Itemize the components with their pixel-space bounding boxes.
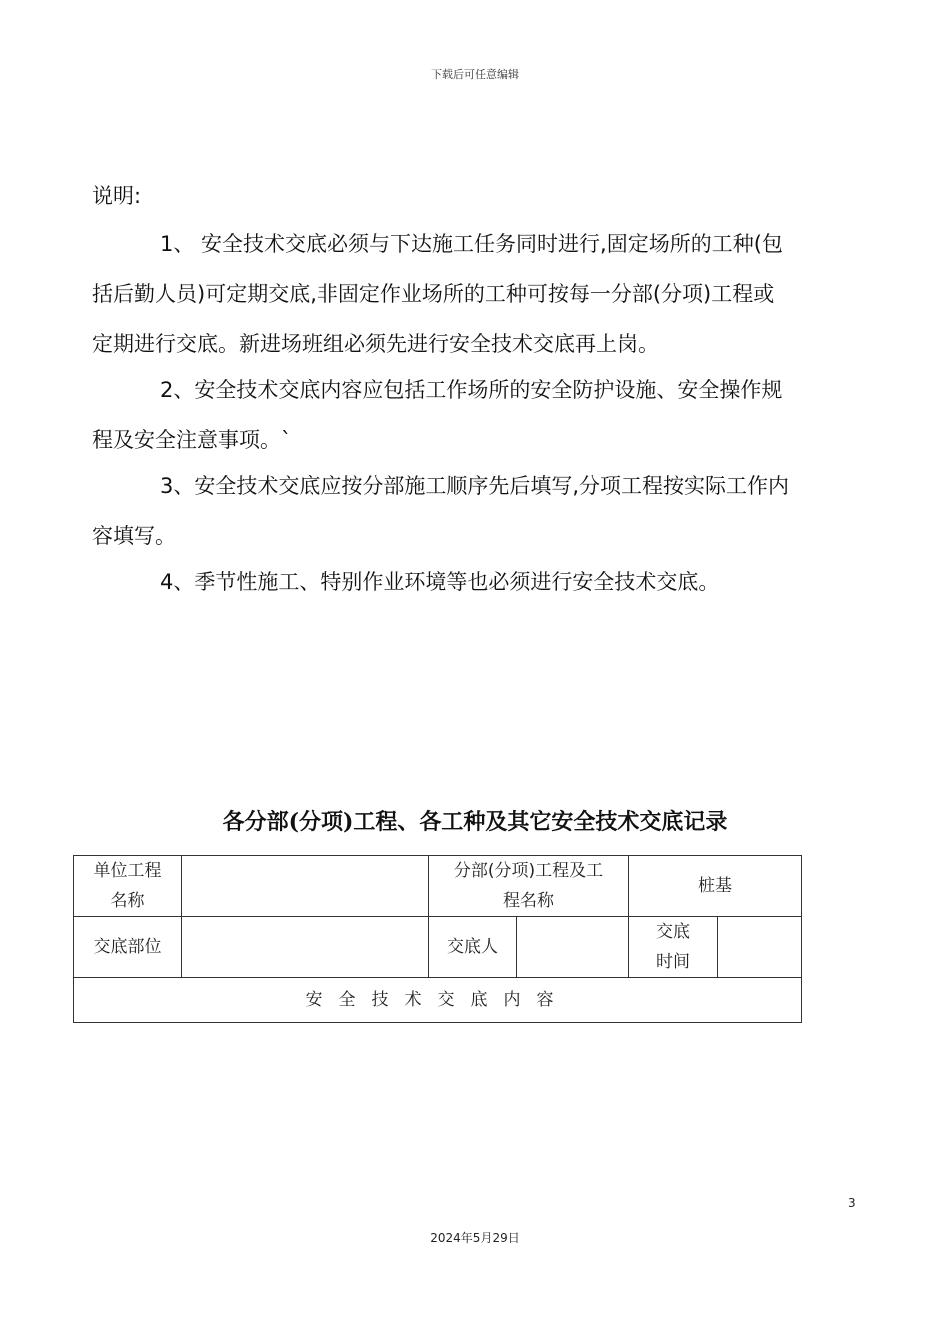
handover-time-label-line: 时间 — [656, 952, 691, 972]
note-line: 容填写。 — [92, 524, 176, 548]
note-line: 括后勤人员)可定期交底,非固定作业场所的工种可按每一分部(分项)工程或 — [92, 282, 775, 306]
sub-project-label-line: 分部(分项)工程及工 — [453, 861, 604, 881]
handover-person-label: 交底人 — [429, 917, 517, 978]
unit-name-cell[interactable] — [182, 856, 429, 917]
page-footer-date: 2024年5月29日 — [430, 1231, 520, 1245]
note-line: 定期进行交底。新进场班组必须先进行安全技术交底再上岗。 — [92, 332, 659, 356]
page-header: 下载后可任意编辑 — [431, 68, 519, 81]
note-line: 3、安全技术交底应按分部施工顺序先后填写,分项工程按实际工作内 — [160, 474, 790, 498]
sub-project-label — [429, 856, 629, 917]
page-number: 3 — [848, 1196, 856, 1210]
handover-person-cell[interactable] — [517, 917, 629, 978]
sub-project-value[interactable]: 桩基 — [629, 856, 802, 917]
unit-name-label-line: 单位工程 — [93, 861, 162, 881]
sub-project-label-line: 程名称 — [503, 891, 554, 911]
note-line: 程及安全注意事项。` — [92, 428, 292, 452]
note-line: 2、安全技术交底内容应包括工作场所的安全防护设施、安全操作规 — [160, 378, 783, 402]
unit-name-label-line: 名称 — [110, 891, 145, 911]
record-table — [73, 855, 802, 1023]
note-line: 4、季节性施工、特别作业环境等也必须进行安全技术交底。 — [160, 570, 720, 594]
unit-name-label — [74, 856, 182, 917]
handover-time-cell[interactable] — [718, 917, 802, 978]
record-title: 各分部(分项)工程、各工种及其它安全技术交底记录 — [222, 809, 728, 835]
handover-time-label-line: 交底 — [656, 922, 691, 942]
handover-part-label: 交底部位 — [74, 917, 182, 978]
handover-time-label — [629, 917, 718, 978]
content-header: 安全技术交底内容 — [74, 978, 802, 1023]
notes-heading: 说明: — [92, 184, 142, 208]
handover-part-cell[interactable] — [182, 917, 429, 978]
note-line: 1、 安全技术交底必须与下达施工任务同时进行,固定场所的工种(包 — [160, 232, 783, 256]
